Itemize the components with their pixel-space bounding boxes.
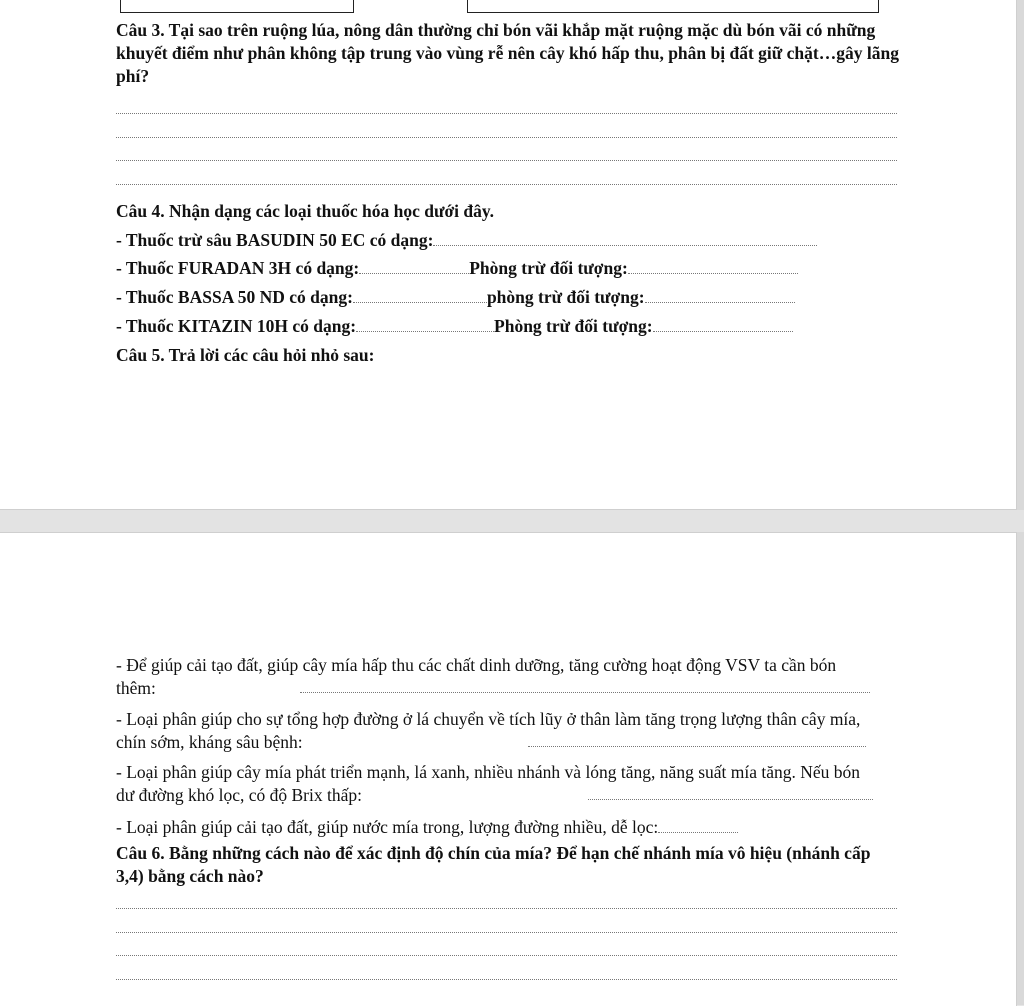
document-page-2 xyxy=(0,532,1017,1006)
answer-blank xyxy=(658,818,738,833)
question-4-heading: Câu 4. Nhận dạng các loại thuốc hóa học dưới đây. xyxy=(116,201,495,221)
answer-line xyxy=(116,137,897,138)
q4-item-kitazin xyxy=(116,314,901,338)
question-5-heading: Câu 5. Trả lời các câu hỏi nhỏ sau: xyxy=(116,345,375,365)
image-frame-right xyxy=(467,0,879,13)
q5-sub-label: - Loại phân giúp cải tạo đất, giúp nước mía trong, lượng đường nhiều, dễ lọc: xyxy=(116,817,659,837)
answer-blank xyxy=(433,231,817,246)
question-6: Câu 6. Bằng những cách nào để xác định độ chín của mía? Để hạn chế nhánh mía vô hiệu (nhánh cấp 3,4) bằng cách nào? xyxy=(116,843,871,886)
answer-blank xyxy=(645,288,795,303)
answer-line xyxy=(116,908,897,909)
answer-line xyxy=(116,160,897,161)
q4-item-basudin xyxy=(116,228,901,252)
answer-line xyxy=(116,955,897,956)
answer-blank xyxy=(653,317,793,332)
q4-item-label: - Thuốc KITAZIN 10H có dạng: xyxy=(116,316,357,336)
answer-line xyxy=(116,113,897,114)
answer-line xyxy=(116,979,897,980)
answer-blank xyxy=(588,799,873,800)
q5-sub-lime xyxy=(116,815,901,839)
answer-blank xyxy=(528,746,866,747)
q5-sub-nitrogen: - Loại phân giúp cây mía phát triển mạnh, lá xanh, nhiều nhánh và lóng tăng, năng suất mía tăng. Nếu bón dư đường khó lọc, có độ Brix thấp: xyxy=(116,762,861,805)
q4-item-label: - Thuốc BASSA 50 ND có dạng: xyxy=(116,287,353,307)
target-label: phòng trừ đối tượng: xyxy=(486,287,645,307)
question-3: Câu 3. Tại sao trên ruộng lúa, nông dân thường chỉ bón vãi khắp mặt ruộng mặc dù bón vãi có những khuyết điểm như phân không tập trung vào vùng rễ nên cây khó hấp thu, phân bị đất giữ chặt…gây lãng phí? xyxy=(116,20,899,86)
target-label: Phòng trừ đối tượng: xyxy=(494,316,653,336)
q4-item-label: - Thuốc FURADAN 3H có dạng: xyxy=(116,258,360,278)
q5-sub-organic: - Để giúp cải tạo đất, giúp cây mía hấp thu các chất dinh dưỡng, tăng cường hoạt động VSV ta cần bón thêm: xyxy=(116,655,837,698)
answer-blank xyxy=(628,259,798,274)
answer-blank xyxy=(353,288,487,303)
q5-sub-potassium: - Loại phân giúp cho sự tổng hợp đường ở lá chuyển về tích lũy ở thân làm tăng trọng lượng thân cây mía, chín sớm, kháng sâu bệnh: xyxy=(116,709,861,752)
answer-line xyxy=(116,184,897,185)
q4-item-bassa xyxy=(116,285,901,309)
answer-line xyxy=(116,932,897,933)
answer-blank xyxy=(300,692,870,693)
window-edge xyxy=(1016,0,1024,1005)
answer-blank xyxy=(359,259,469,274)
q4-item-label: - Thuốc trừ sâu BASUDIN 50 EC có dạng: xyxy=(116,230,434,250)
page-gap xyxy=(0,510,1024,532)
q4-item-furadan xyxy=(116,256,901,280)
answer-blank xyxy=(356,317,494,332)
target-label: Phòng trừ đối tượng: xyxy=(469,258,628,278)
image-frame-left xyxy=(120,0,354,13)
